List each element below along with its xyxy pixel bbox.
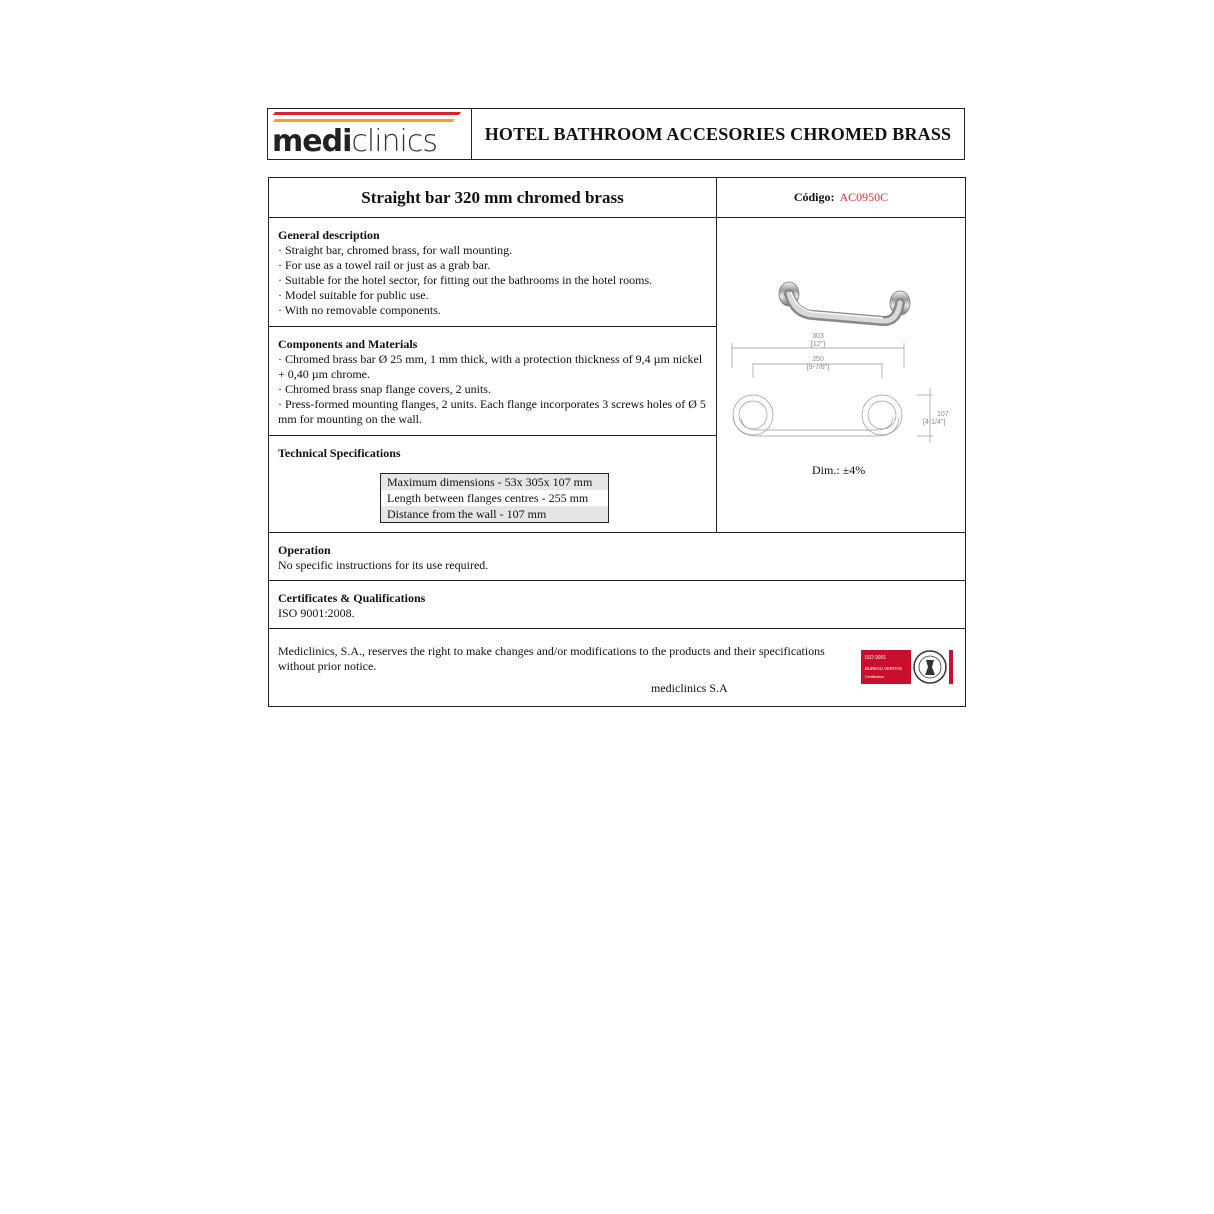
operation-heading: Operation xyxy=(278,543,331,557)
spec-row: Distance from the wall - 107 mm xyxy=(381,506,608,522)
badge-line3: Certification xyxy=(865,675,884,679)
general-description-section xyxy=(269,218,717,327)
general-line: · With no removable components. xyxy=(278,303,441,317)
components-line: · Chromed brass snap flange covers, 2 units. xyxy=(278,382,491,396)
components-heading: Components and Materials xyxy=(278,337,418,351)
spec-table xyxy=(380,473,609,523)
technical-heading: Technical Specifications xyxy=(278,446,401,460)
product-image-cell xyxy=(717,218,965,532)
logo-wordmark: mediclinics xyxy=(272,124,438,159)
code-value: AC0950C xyxy=(839,190,889,204)
document-title: HOTEL BATHROOM ACCESORIES CHROMED BRASS xyxy=(484,123,952,144)
dimension-labels xyxy=(807,333,949,426)
general-line: · Suitable for the hotel sector, for fitting out the bathrooms in the hotel rooms. xyxy=(278,273,653,287)
certificates-text: ISO 9001:2008. xyxy=(278,606,355,620)
badge-line2: BUREAU VERITAS xyxy=(865,666,903,671)
product-sheet xyxy=(268,177,966,707)
grab-bar-illustration xyxy=(717,218,965,458)
product-title: Straight bar 320 mm chromed brass xyxy=(269,178,717,218)
operation-text: No specific instructions for its use required. xyxy=(278,558,489,572)
certificates-section xyxy=(269,581,965,629)
signature: mediclinics S.A xyxy=(651,681,728,695)
spec-row: Length between flanges centres - 255 mm xyxy=(387,491,589,505)
dim-side-mm: 107 xyxy=(937,411,949,418)
code-label: Código: xyxy=(793,190,835,204)
logo-red-stripe xyxy=(273,112,461,115)
dimension-tolerance: Dim.: ±4% xyxy=(812,463,866,477)
product-code xyxy=(717,178,965,218)
components-line: · Chromed brass bar Ø 25 mm, 1 mm thick, with a protection thickness of 9,4 µm nickel + 0,40 µm chrome. xyxy=(278,352,703,381)
badge-line1: ISO 9001 xyxy=(865,655,887,661)
general-heading: General description xyxy=(278,228,380,242)
disclaimer-text: Mediclinics, S.A., reserves the right to make changes and/or modifications to the products and their specifications without prior notice. xyxy=(278,644,825,673)
dim-top-mm: 303 xyxy=(812,333,824,340)
components-section xyxy=(269,327,717,436)
mediclinics-logo xyxy=(268,109,472,159)
document-header xyxy=(267,108,965,160)
general-line: · For use as a towel rail or just as a grab bar. xyxy=(278,258,491,272)
disclaimer-section xyxy=(269,629,965,706)
bureau-veritas-badge xyxy=(861,649,953,685)
general-line: · Straight bar, chromed brass, for wall mounting. xyxy=(278,243,513,257)
dim-mid-in: [9-7/8"] xyxy=(806,364,830,371)
dim-side-in: [4-1/4"] xyxy=(923,419,946,426)
dim-mid-mm: 250 xyxy=(812,356,824,363)
general-line: · Model suitable for public use. xyxy=(278,288,429,302)
logo-orange-stripe xyxy=(273,119,455,122)
dim-top-in: [12"] xyxy=(810,341,826,348)
components-line: · Press-formed mounting flanges, 2 units. Each flange incorporates 3 screws holes of Ø 5 mm for mounting on the wall. xyxy=(278,397,706,426)
dimension-drawing xyxy=(732,343,933,443)
certificates-heading: Certificates & Qualifications xyxy=(278,591,426,605)
spec-row: Maximum dimensions - 53x 305x 107 mm xyxy=(381,474,608,490)
technical-section xyxy=(269,436,717,532)
grab-bar-photo xyxy=(779,282,910,321)
operation-section xyxy=(269,532,965,581)
